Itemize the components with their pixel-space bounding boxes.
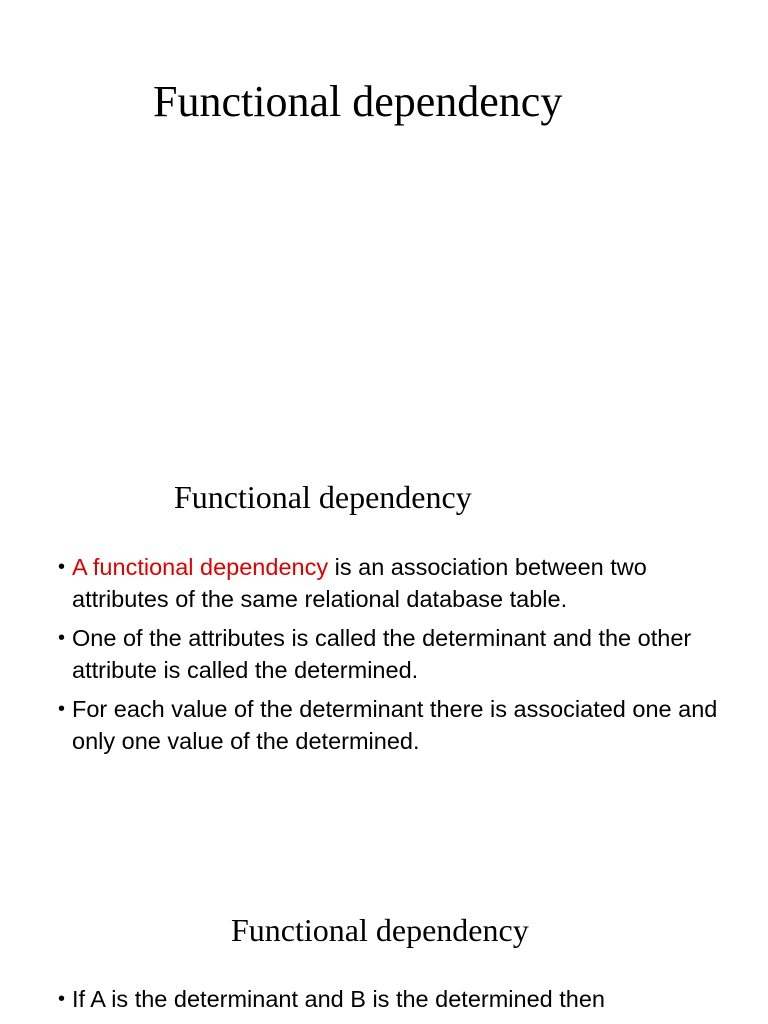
bullet-item bbox=[58, 693, 748, 757]
bullet-icon: • bbox=[58, 556, 66, 578]
bullet-item bbox=[58, 551, 748, 615]
bullet-text: For each value of the determinant there is associated one and only one value of the determined. bbox=[72, 696, 718, 754]
slide-3-title: Functional dependency bbox=[231, 912, 529, 948]
bullet-icon: • bbox=[58, 988, 66, 1010]
bullet-item bbox=[58, 983, 748, 1015]
bullet-text: One of the attributes is called the determinant and the other attribute is called the determined. bbox=[72, 625, 692, 683]
bullet-item bbox=[58, 622, 748, 686]
bullet-icon: • bbox=[58, 698, 66, 720]
bullet-icon: • bbox=[58, 627, 66, 649]
slide-3-bullet-list bbox=[58, 983, 748, 1022]
slide-2-title: Functional dependency bbox=[174, 479, 472, 515]
slide-1-title: Functional dependency bbox=[153, 77, 563, 126]
bullet-text: is an association between two attributes of the same relational database table. bbox=[72, 554, 647, 612]
bullet-highlight: A functional dependency bbox=[72, 554, 329, 580]
slide-2-bullet-list bbox=[58, 551, 748, 764]
bullet-text: If A is the determinant and B is the determined then bbox=[72, 986, 605, 1012]
